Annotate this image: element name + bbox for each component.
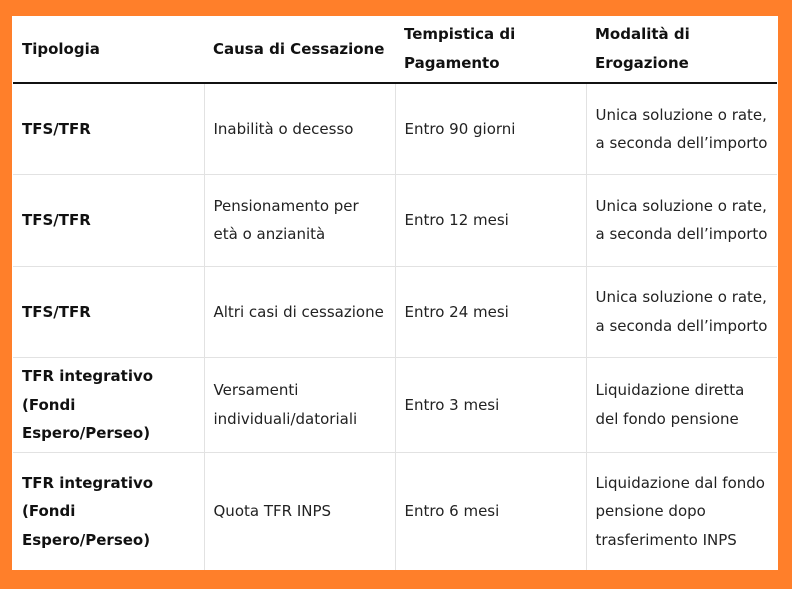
cell-tempistica: Entro 12 mesi: [395, 175, 586, 267]
cell-tempistica: Entro 24 mesi: [395, 266, 586, 358]
table-header-row: [13, 16, 777, 83]
header-tipologia: Tipologia: [13, 16, 204, 83]
cell-causa: Versamenti individuali/datoriali: [204, 358, 395, 453]
cell-modalita: Unica soluzione o rate, a seconda dell’importo: [586, 175, 777, 267]
cell-causa: Pensionamento per età o anzianità: [204, 175, 395, 267]
cell-causa: Altri casi di cessazione: [204, 266, 395, 358]
table-row: [13, 266, 777, 358]
header-modalita: Modalità di Erogazione: [586, 16, 777, 83]
cell-tempistica: Entro 3 mesi: [395, 358, 586, 453]
cell-tempistica: Entro 90 giorni: [395, 83, 586, 175]
cell-modalita: Unica soluzione o rate, a seconda dell’importo: [586, 266, 777, 358]
cell-modalita: Liquidazione diretta del fondo pensione: [586, 358, 777, 453]
cell-causa: Quota TFR INPS: [204, 452, 395, 570]
cell-tipologia: TFR integrativo (Fondi Espero/Perseo): [13, 452, 204, 570]
header-tempistica: Tempistica di Pagamento: [395, 16, 586, 83]
cell-causa: Inabilità o decesso: [204, 83, 395, 175]
cell-tipologia: TFS/TFR: [13, 266, 204, 358]
table-row: [13, 175, 777, 267]
header-causa: Causa di Cessazione: [204, 16, 395, 83]
table-row: [13, 358, 777, 453]
cell-tipologia: TFS/TFR: [13, 83, 204, 175]
cell-tipologia: TFR integrativo (Fondi Espero/Perseo): [13, 358, 204, 453]
table-row: [13, 452, 777, 570]
table-row: [13, 83, 777, 175]
cell-tipologia: TFS/TFR: [13, 175, 204, 267]
table-panel: [12, 16, 778, 570]
cell-tempistica: Entro 6 mesi: [395, 452, 586, 570]
cell-modalita: Liquidazione dal fondo pensione dopo trasferimento INPS: [595, 473, 765, 549]
cell-modalita: Unica soluzione o rate, a seconda dell’importo: [586, 83, 777, 175]
payment-table: [13, 16, 777, 570]
